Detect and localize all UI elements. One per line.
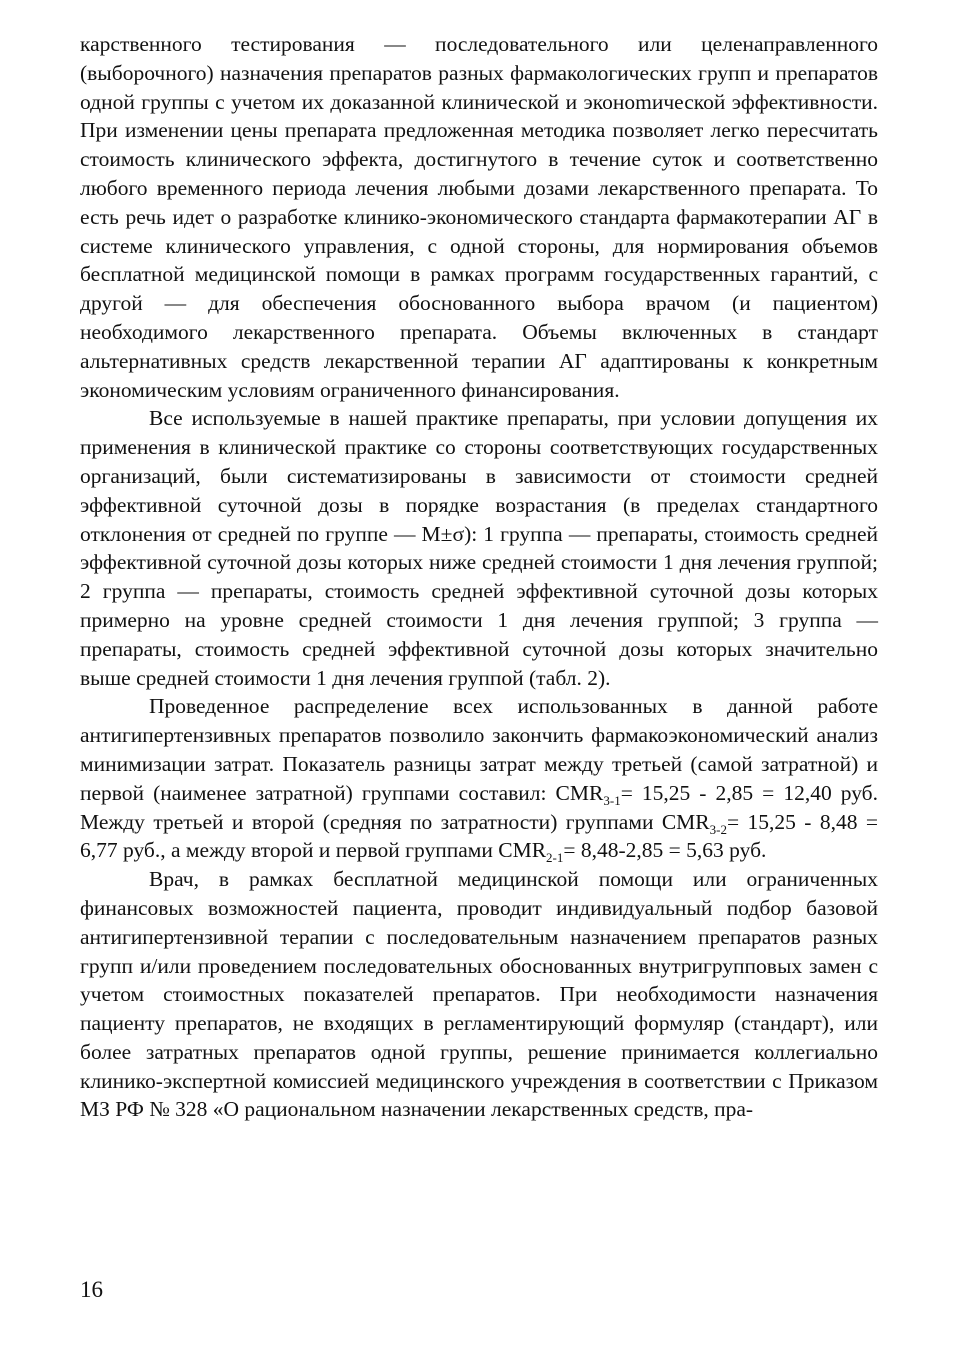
cmr-subscript-3-1: 3-1 [603, 792, 621, 808]
paragraph-cost-minimization [80, 692, 878, 865]
paragraph-physician-selection: Врач, в рамках бесплатной медицинской помощи или ограниченных финансовых возможностей пациента, проводит индивидуальный подбор базовой антигипертензивной терапии с последовательным назначением препаратов разных групп и/или проведением последовательных обоснованных внутригрупповых замен с учетом стоимостных показателей препаратов. При необходимости назначения пациенту препаратов, не входящих в регламентирующий формуляр (стандарт), или более затратных препаратов одной группы, решение принимается коллегиально клинико-экспертной комиссией медицинского учреждения в соответствии с Приказом МЗ РФ № 328 «О рациональном назначении лекарственных средств, пра- [80, 867, 878, 1122]
page-number: 16 [80, 1277, 103, 1302]
cmr-subscript-3-2: 3-2 [709, 821, 727, 837]
cmr-subscript-2-1: 2-1 [546, 850, 564, 866]
cmr-text-3: = 15,25 - 8,48 = 6,77 руб., а между второй и первой группами CMR [80, 809, 878, 863]
cmr-text-4: = 8,48-2,85 = 5,63 руб. [563, 838, 767, 863]
paragraph-drug-groups: Все используемые в нашей практике препараты, при условии допущения их применения в клинической практике со стороны соответствующих государственных организаций, были систематизированы в зависимости от стоимости средней эффективной суточной дозы в порядке возрастания (в пределах стандартного отклонения от средней по группе — M±σ): 1 группа — препараты, стоимость средней эффективной суточной дозы которых ниже средней стоимости 1 дня лечения группой; 2 группа — препараты, стоимость средней эффективной суточной дозы которых примерно на уровне средней стоимости 1 дня лечения группой; 3 группа — препараты, стоимость средней эффективной суточной дозы которых значительно выше средней стоимости 1 дня лечения группой (табл. 2). [80, 406, 878, 690]
paragraph-standards: карственного тестирования — последовательного или целенаправленного (выборочного) назначения препаратов разных фармакологических групп и препаратов одной группы с учетом их доказанной клинической и эконоmической эффективности. При изменении цены препарата предложенная методика позволяет легко пересчитать стоимость клинического эффекта, достигнутого в течение суток и соответственно любого временного периода лечения любыми дозами лекарственного препарата. То есть речь идет о разработке клинико-экономического стандарта фармакотерапии АГ в системе клинического управления, с одной стороны, для нормирования объемов бесплатной медицинской помощи в рамках программ государственных гарантий, с другой — для обеспечения обоснованного выбора врачом (и пациентом) необходимого лекарственного препарата. Объемы включенных в стандарт альтернативных средств лекарственной терапии АГ адаптированы к конкретным экономическим условиям ограниченного финансирования. [80, 32, 878, 402]
cmr-text-2: = 15,25 - 2,85 = 12,40 руб. Между третьей и второй (средняя по затратности) группами CMR [80, 780, 878, 834]
cmr-text-1: Проведенное распределение всех использованных в данной работе антигипертензивных препаратов позволило закончить фармакоэкономический анализ минимизации затрат. Показатель разницы затрат между третьей (самой затратной) и первой (наименее затратной) группами составил: CMR [80, 694, 878, 805]
body-text [80, 30, 878, 1124]
